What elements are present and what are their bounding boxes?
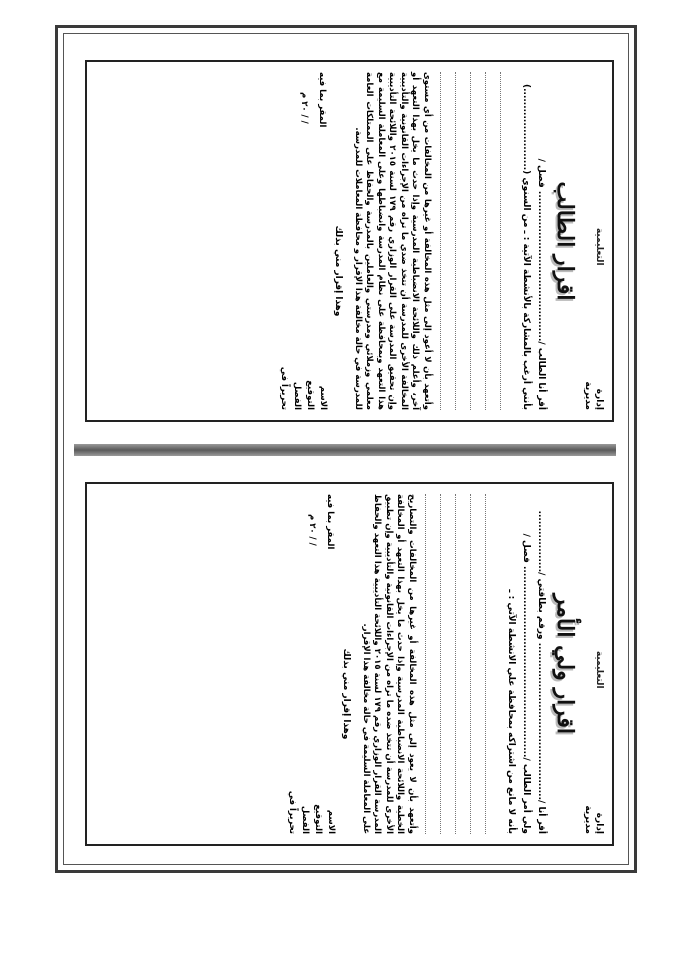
guardian-declaration-content bbox=[87, 484, 612, 844]
form-title: اقرار ولي الأمر bbox=[552, 594, 578, 734]
signature-area bbox=[286, 494, 338, 834]
guardian-name-field[interactable] bbox=[536, 494, 546, 834]
student-name-text: أقر أنا الطالب /............................................ فصل / bbox=[536, 158, 546, 410]
agreement-text: بأنه لا مانع من اشتراكه بمحافظة علي الانشطة الآتي : ـ bbox=[506, 589, 516, 834]
declarant-block bbox=[286, 494, 338, 549]
page-divider bbox=[74, 444, 616, 456]
class-label: الفصل bbox=[300, 805, 311, 834]
activity-field[interactable] bbox=[521, 72, 531, 410]
ruled-line bbox=[500, 72, 515, 410]
ruled-line bbox=[425, 494, 440, 834]
guardian-declaration-panel bbox=[85, 482, 614, 846]
declaration-body: وأتعهد بأن لا يعود إلى مثل هذه المخالفة أو غيرها من المخالفات والتصاريح الخطية واللائحة الانضباطية المدرسية وإذا حدث ما يخل بهذا التعهد أو المخالفة الأخرى للمدرسة أن تتخذ ضده ما تراه من الإجراءات القانونية والتأديبية وإن تطبيق المدرسة القرار الوزاري رقم ١٧٩ لسنة ٢٠١٥ واللائحة التأديبية هذا التعهد والحفاظ على المعاملة السليمة في حالة مخالفة هذا الإقرار. bbox=[361, 494, 417, 834]
ruled-line bbox=[485, 72, 500, 410]
ruled-line bbox=[440, 494, 455, 834]
date-label: تحريراً في bbox=[287, 790, 298, 834]
parent-of-field[interactable] bbox=[521, 494, 531, 834]
form-header bbox=[582, 494, 604, 834]
education-label: التعليمية bbox=[594, 650, 604, 689]
name-label: الاسم bbox=[318, 385, 329, 410]
ministry-line: إدارة bbox=[594, 388, 604, 410]
name-label: الاسم bbox=[326, 809, 337, 834]
ministry-block bbox=[582, 381, 604, 410]
signature-area bbox=[278, 72, 330, 410]
ruled-line bbox=[470, 72, 485, 410]
ruled-lines[interactable] bbox=[440, 72, 515, 410]
closing-statement: وهذا إقرار مني بذلك bbox=[333, 225, 344, 317]
declarant-label: المقر بما فيه bbox=[325, 494, 336, 550]
ministry-block bbox=[582, 805, 604, 834]
ministry-line: مديرية bbox=[583, 805, 593, 834]
ruled-line bbox=[485, 494, 500, 834]
signature-label: التوقيع bbox=[305, 380, 316, 410]
ruled-lines[interactable] bbox=[425, 494, 500, 834]
form-header bbox=[582, 72, 604, 410]
student-declaration-content bbox=[87, 62, 612, 420]
student-declaration-panel bbox=[85, 60, 614, 422]
declarant-block bbox=[278, 72, 330, 127]
signature-label: التوقيع bbox=[313, 804, 324, 834]
date-value: / / ٢٠ م bbox=[307, 514, 318, 546]
class-label: الفصل bbox=[292, 381, 303, 410]
agreement-field bbox=[506, 494, 516, 834]
activity-text: بأنني أرغب بالمشاركة بالأنشطة الآتية : ـ من السنوي (........................) bbox=[521, 84, 531, 410]
parent-of-text: ولي أمر الطالب /........................................................ فصل / bbox=[521, 533, 531, 834]
declarant-label: المقر بما فيه bbox=[317, 72, 328, 128]
signature-labels bbox=[286, 791, 338, 834]
declaration-body: وأتعهد بأن لا أعود إلى مثل هذه المخالفة أو غيرها من المخالفات من أي مستوى آخر، وأعلم ذلك واللائحة الانضباطية المدرسية وإذا حدث ما يخل بهذا التعهد أو المخالفة الأخرى للمدرسة أن تتخذ ضدي ما تراه من الإجراءات القانونية والتأديبية وإن تحقيق المدرسة على القرار الوزاري رقم ١٧٩ لسنة ٢٠١٥ واللائحة التأديبية هذا التعهد وبمحافظة على نظام المدرسة وانضباطها وعلى المعاملة السليمة مع معلمي وزملائي ومدرستي والعاملين بالمدرسة والحفاظ على الممتلكات العامة للمدرسة في حالة مخالفة هذا الإقرار و محافظة المعاملات للمدرسة. bbox=[353, 72, 432, 410]
ruled-line bbox=[455, 72, 470, 410]
closing-statement: وهذا إقرار مني بذلك bbox=[341, 648, 352, 740]
date-value: / / ٢٠ م bbox=[299, 92, 310, 124]
ruled-line bbox=[470, 494, 485, 834]
ministry-line: إدارة bbox=[594, 812, 604, 834]
ruled-line bbox=[455, 494, 470, 834]
guardian-name-text: أقر أنا /.............................................. ورقم بطاقتي /.................. bbox=[536, 510, 546, 834]
student-name-field[interactable] bbox=[536, 72, 546, 410]
signature-labels bbox=[278, 367, 330, 410]
ruled-line bbox=[440, 72, 455, 410]
education-label: التعليمية bbox=[594, 227, 604, 266]
form-title: اقرار الطالب bbox=[552, 181, 578, 301]
ministry-line: مديرية bbox=[583, 381, 593, 410]
date-label: تحريراً في bbox=[279, 366, 290, 410]
